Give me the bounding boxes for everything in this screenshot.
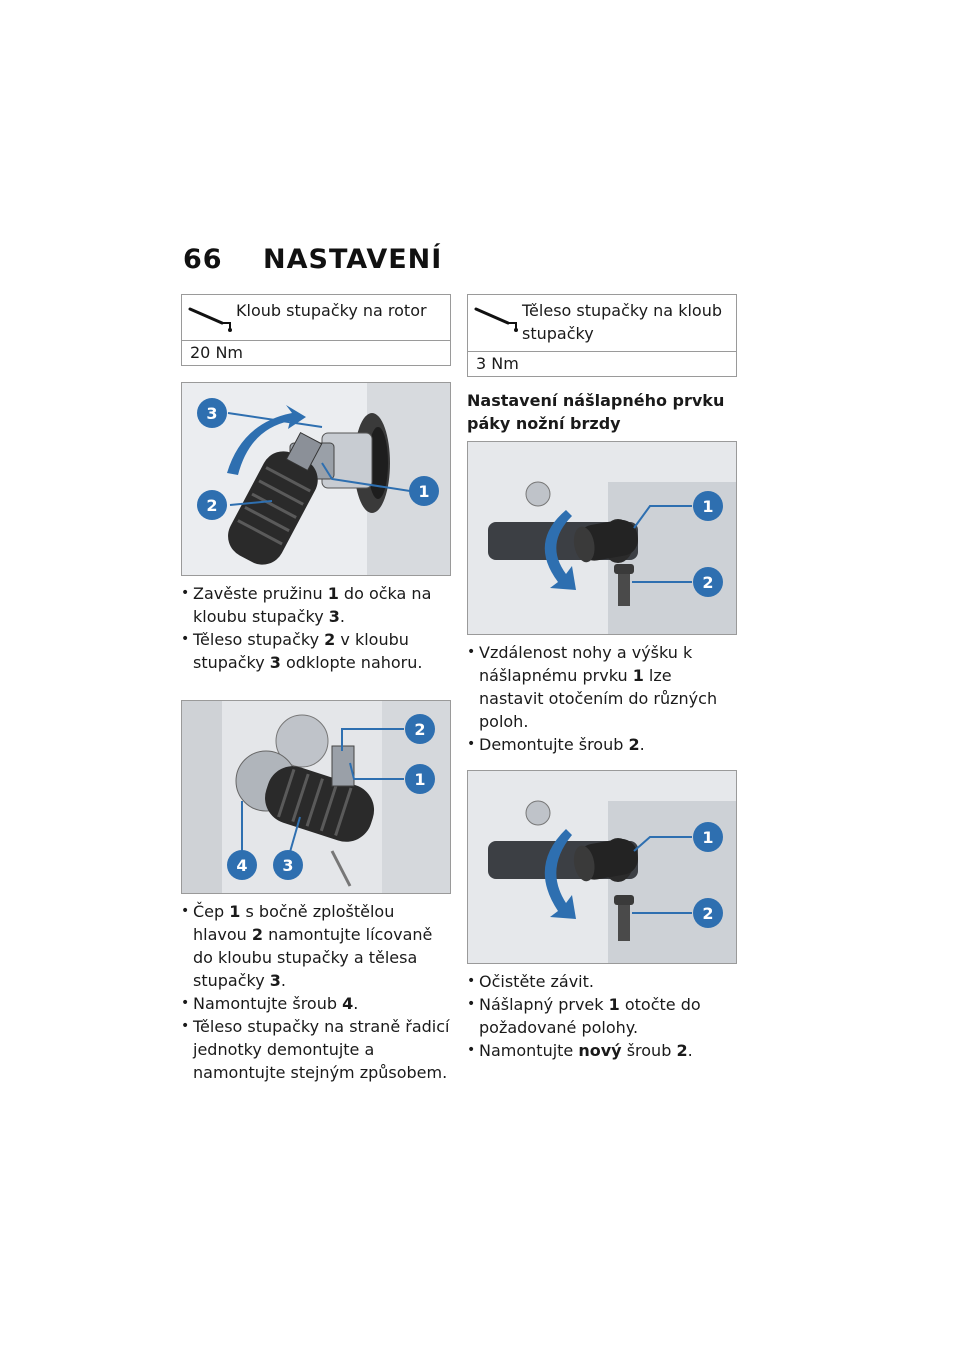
torque-wrench-icon: [188, 303, 234, 333]
page-number: 66: [183, 244, 223, 275]
torque-wrench-icon: [474, 303, 520, 333]
callout-2: [405, 714, 435, 744]
svg-text:1: 1: [702, 828, 714, 847]
callout-2: [693, 567, 723, 597]
torque-spec-header: [468, 295, 736, 352]
steps-list-1: [181, 582, 451, 674]
figure-footrest-pin: [181, 700, 451, 894]
section-title: Nastavení nášlapného prvku páky nožní brzdy: [467, 391, 725, 433]
torque-spec-value: 3 Nm: [476, 354, 519, 373]
list-item: • Těleso stupačky 2 v kloubu stupačky 3 odklopte nahoru.: [181, 628, 451, 674]
page-header: [183, 244, 442, 275]
svg-text:2: 2: [414, 720, 426, 739]
figure-footrest-joint: [181, 382, 451, 576]
svg-text:1: 1: [418, 482, 430, 501]
svg-text:3: 3: [282, 856, 294, 875]
svg-text:2: 2: [702, 904, 714, 923]
callout-1: [409, 476, 439, 506]
list-item: • Očistěte závit.: [467, 970, 737, 993]
callout-1: [693, 822, 723, 852]
callout-1: [693, 491, 723, 521]
callout-3: [273, 850, 303, 880]
steps-list-4: [467, 970, 737, 1062]
svg-text:4: 4: [236, 856, 248, 875]
steps-list-3: [467, 641, 737, 756]
right-column: [467, 294, 737, 1062]
callout-2: [693, 898, 723, 928]
svg-text:2: 2: [206, 496, 218, 515]
svg-text:1: 1: [702, 497, 714, 516]
left-column: [181, 294, 451, 1084]
callout-4: [227, 850, 257, 880]
callout-3: [197, 398, 227, 428]
figure-brake-pedal-step: [467, 441, 737, 635]
torque-spec-box: [181, 294, 451, 366]
page-title: NASTAVENÍ: [263, 244, 443, 275]
callout-2: [197, 490, 227, 520]
torque-spec-box: [467, 294, 737, 377]
torque-spec-value: 20 Nm: [190, 343, 243, 362]
list-item: • Těleso stupačky na straně řadicí jednotky demontujte a namontujte stejným způsobem.: [181, 1015, 451, 1084]
list-item: • Namontujte nový šroub 2.: [467, 1039, 737, 1062]
list-item: • Vzdálenost nohy a výšku k nášlapnému prvku 1 lze nastavit otočením do různých poloh.: [467, 641, 737, 733]
torque-spec-header: [182, 295, 450, 341]
torque-spec-label: Kloub stupačky na rotor: [236, 301, 427, 320]
list-item: • Čep 1 s bočně zploštělou hlavou 2 namontujte lícovaně do kloubu stupačky a tělesa stupačky 3.: [181, 900, 451, 992]
list-item: • Zavěste pružinu 1 do očka na kloubu stupačky 3.: [181, 582, 451, 628]
svg-text:2: 2: [702, 573, 714, 592]
svg-text:1: 1: [414, 770, 426, 789]
list-item: • Nášlapný prvek 1 otočte do požadované polohy.: [467, 993, 737, 1039]
figure-brake-pedal-step-screw: [467, 770, 737, 964]
list-item: • Namontujte šroub 4.: [181, 992, 451, 1015]
torque-spec-label: Těleso stupačky na kloub stupačky: [522, 301, 722, 343]
list-item: • Demontujte šroub 2.: [467, 733, 737, 756]
steps-list-2: [181, 900, 451, 1084]
callout-1: [405, 764, 435, 794]
svg-text:3: 3: [206, 404, 218, 423]
